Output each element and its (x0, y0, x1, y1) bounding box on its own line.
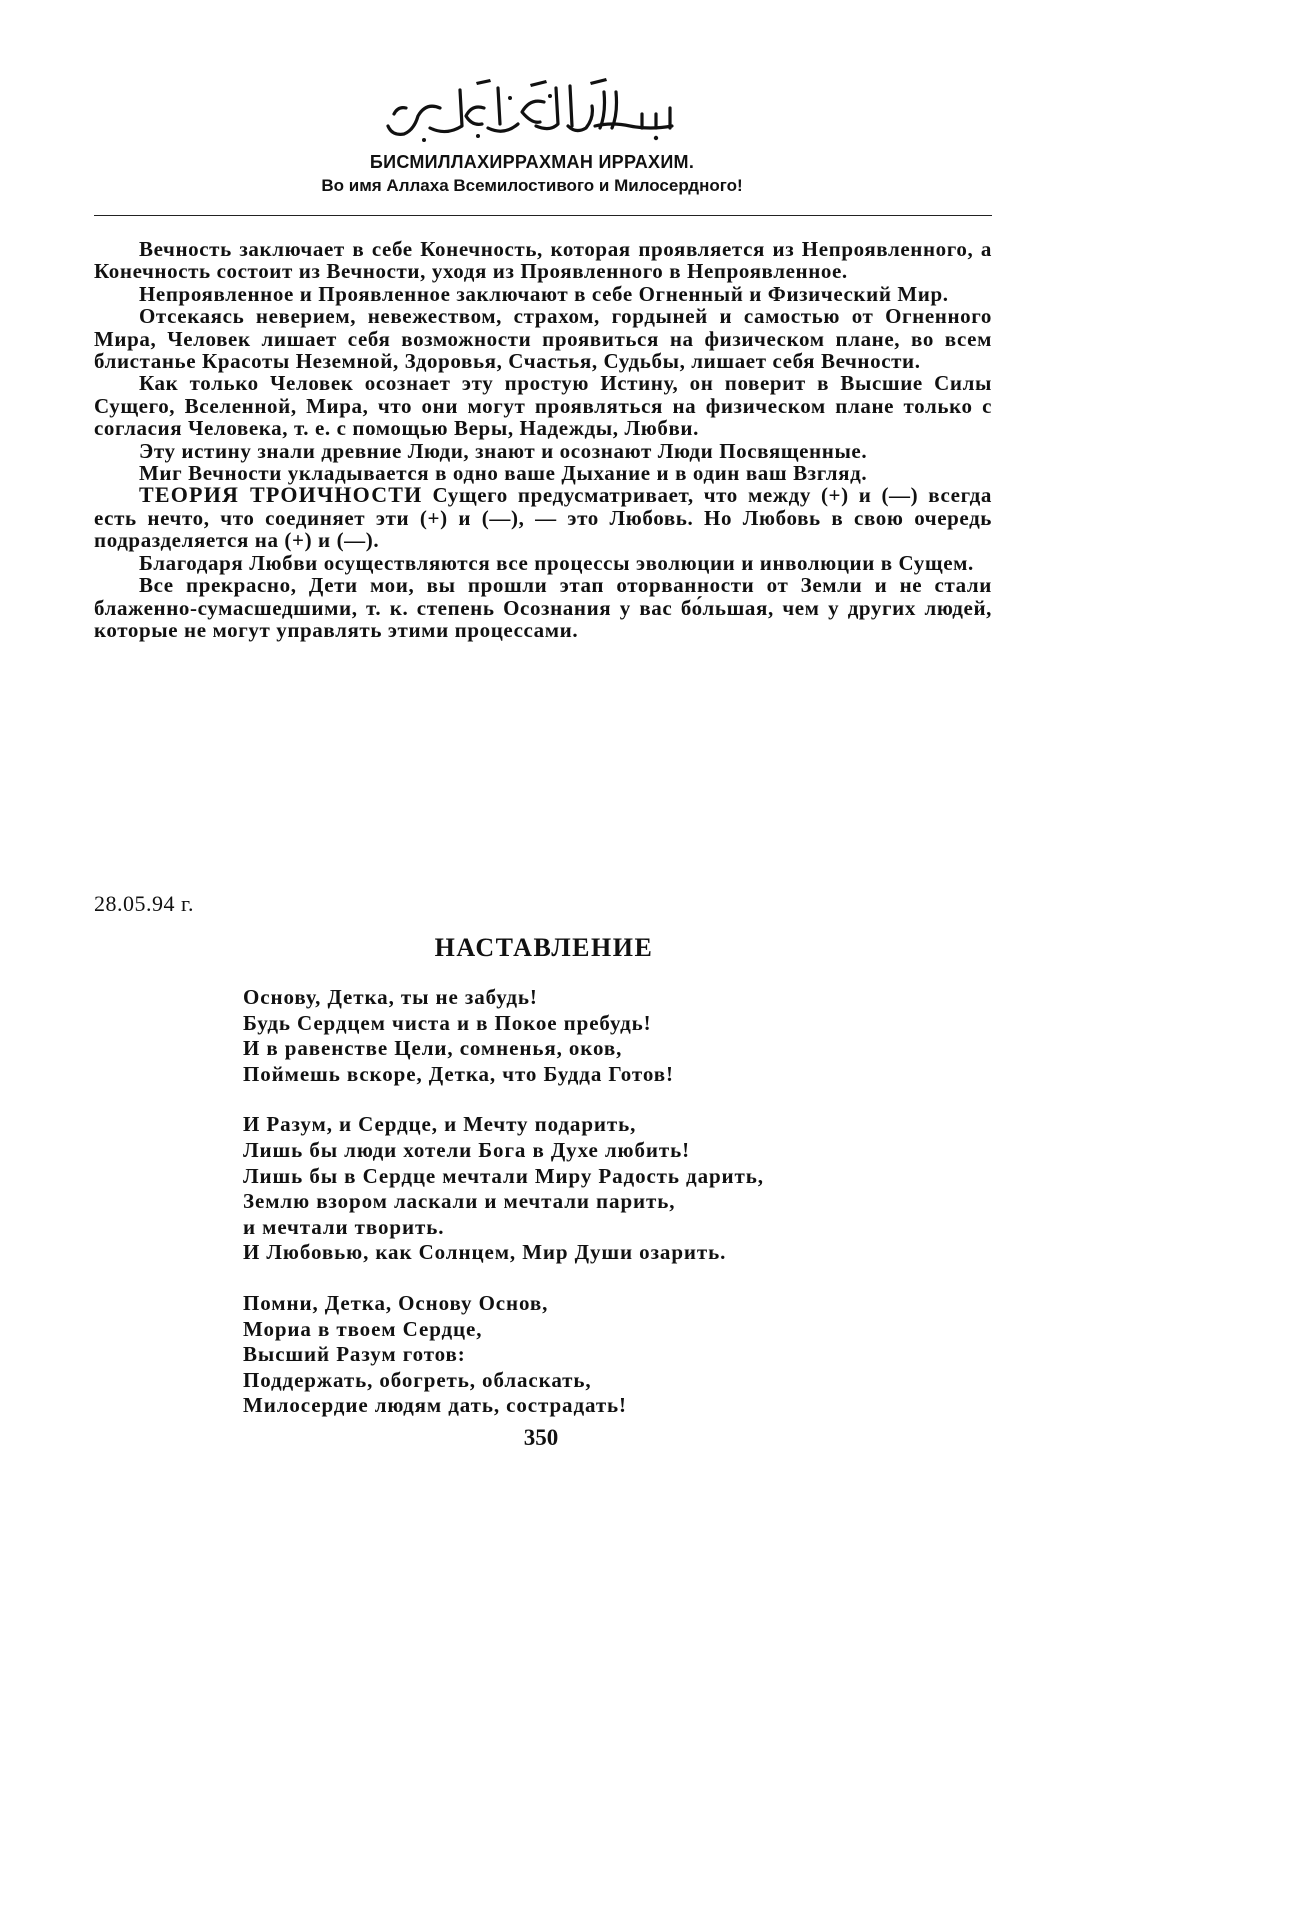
paragraph: Эту истину знали древние Люди, знают и осознают Люди Посвященные. (139, 438, 868, 463)
page-number: 350 (523, 1425, 559, 1450)
paragraph: Благодаря Любви осуществляются все процессы эволюции и инволюции в Сущем. (139, 550, 974, 575)
poem-line: Основу, Детка, ты не забудь! (243, 985, 538, 1009)
header-divider (94, 215, 992, 216)
poem-line: Высший Разум готов: (243, 1342, 466, 1367)
poem-line: Будь Сердцем чиста и в Покое пребудь! (243, 1010, 652, 1035)
paragraph: Отсекаясь неверием, невежеством, страхом, гордыней и самостью от Огненного Мира, Человек лишает себя возможности проявиться на физическом плане, во всем блистанье Красоты Неземной, Здоровья, Счастья, Судьбы, лишает себя Вечности. (94, 304, 992, 374)
poem-line: Землю взором ласкали и мечтали парить, (243, 1189, 676, 1214)
paragraph: Миг Вечности укладывается в одно ваше Дыхание и в один ваш Взгляд. (139, 461, 868, 486)
paragraph-rest: Сущего предусматривает, что между (+) и (—) всегда есть нечто, что соединяет эти (+) и (—), — это Любовь. Но Любовь в свою очередь подразделяется на (+) и (—). (94, 483, 992, 553)
paragraph: Непроявленное и Проявленное заключают в себе Огненный и Физический Мир. (139, 281, 949, 306)
paragraph: Как только Человек осознает эту простую Истину, он поверит в Высшие Силы Сущего, Вселенной, Мира, что они могут проявляться на физическом плане только с согласия Человека, т. е. с помощью Веры, Надежды, Любви. (94, 371, 992, 441)
poem-line: Лишь бы люди хотели Бога в Духе любить! (243, 1137, 690, 1162)
poem-line: И в равенстве Цели, сомненья, оков, (243, 1036, 623, 1061)
bismillah-calligraphy-icon (380, 78, 680, 148)
date: 28.05.94 г. (94, 891, 195, 916)
body-text (94, 238, 992, 641)
poem-line: Лишь бы в Сердце мечтали Миру Радость дарить, (243, 1163, 764, 1188)
poem-line: Мориа в твоем Сердце, (243, 1316, 483, 1341)
caps-lead: ТЕОРИЯ ТРОИЧНОСТИ (139, 482, 423, 508)
paragraph: Все прекрасно, Дети мои, вы прошли этап оторванности от Земли и не стали блаженно-сумасшедшими, т. к. степень Осознания у вас бо́льшая, чем у других людей, которые не могут управлять этими процессами. (94, 573, 992, 642)
poem-line: Поймешь вскоре, Детка, что Будда Готов! (243, 1061, 674, 1086)
poem-line: Поддержать, обогреть, обласкать, (243, 1367, 592, 1392)
poem-line: И Разум, и Сердце, и Мечту подарить, (243, 1112, 637, 1137)
stanza (243, 985, 943, 1087)
poem-line: Милосердие людям дать, сострадать! (243, 1393, 627, 1418)
header-transliteration: БИСМИЛЛАХИРРАХМАН ИРРАХИМ. (369, 152, 695, 172)
poem-line: И Любовью, как Солнцем, Мир Души озарить. (243, 1240, 727, 1265)
stanza (243, 1112, 943, 1266)
poem (243, 985, 943, 1444)
header-translation: Во имя Аллаха Всемилостивого и Милосердного! (321, 176, 743, 195)
poem-title: НАСТАВЛЕНИЕ (434, 933, 654, 962)
paragraph: Вечность заключает в себе Конечность, которая проявляется из Непроявленного, а Конечность состоит из Вечности, уходя из Проявленного в Непроявленное. (94, 237, 992, 284)
paragraph (94, 484, 992, 551)
poem-line: и мечтали творить. (243, 1214, 445, 1239)
poem-line: Помни, Детка, Основу Основ, (243, 1290, 549, 1315)
stanza (243, 1291, 943, 1419)
